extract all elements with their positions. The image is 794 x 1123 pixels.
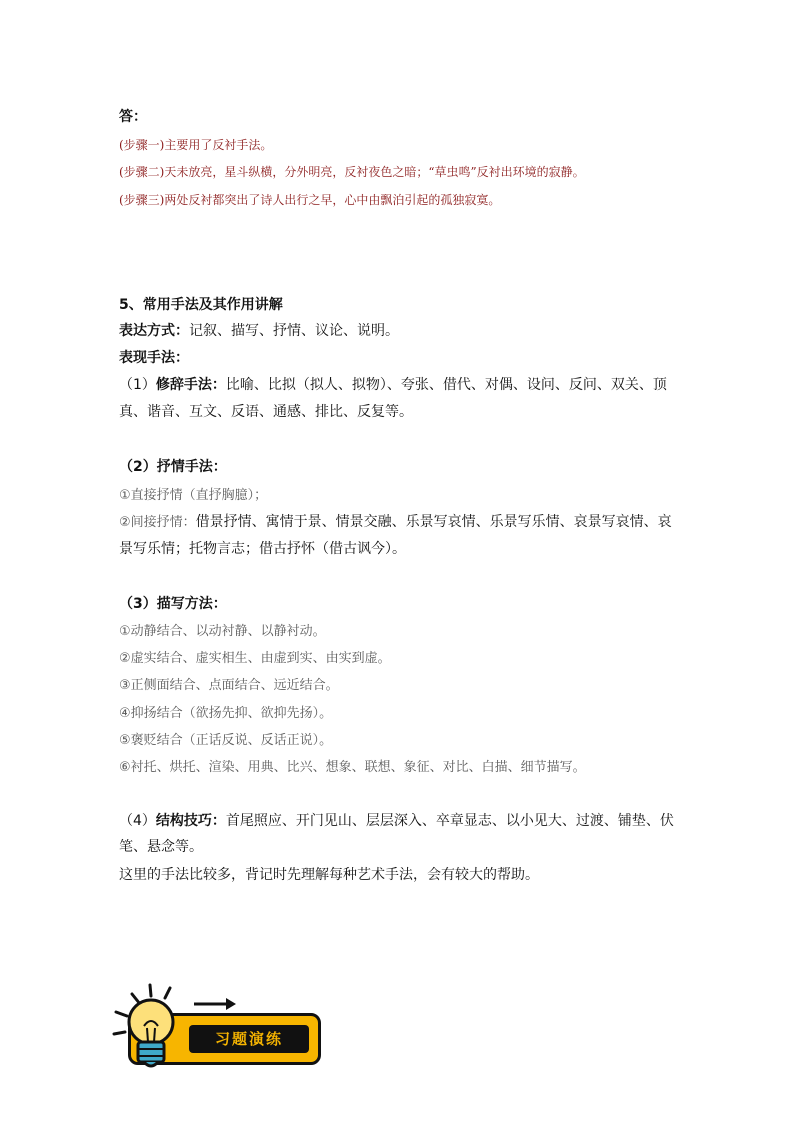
lyric-item-2-line-2: 景写乐情；托物言志；借古抒怀（借古讽今）。	[119, 541, 406, 557]
structure-line-1	[119, 810, 674, 830]
rhetoric-prefix: （1）	[119, 377, 156, 393]
lightbulb-icon	[110, 982, 245, 1077]
describe-item-6: ⑥衬托、烘托、渲染、用典、比兴、想象、联想、象征、对比、白描、细节描写。	[119, 760, 586, 775]
structure-text-1: 首尾照应、开门见山、层层深入、卒章显志、以小见大、过渡、铺垫、伏	[225, 813, 674, 829]
describe-item-1: ①动静结合、以动衬静、以静衬动。	[119, 624, 326, 639]
lyric-item-1: ①直接抒情（直抒胸臆）；	[119, 488, 268, 503]
rhetoric-text-1: 比喻、比拟（拟人、拟物）、夸张、借代、对偶、设问、反问、双关、顶	[225, 377, 667, 393]
describe-item-4: ④抑扬结合（欲扬先抑、欲抑先扬）。	[119, 706, 333, 721]
rhetoric-line-1	[119, 374, 667, 394]
structure-prefix: （4）	[119, 813, 156, 829]
structure-label: 结构技巧：	[155, 813, 226, 829]
lyric-item-2-text-1: 借景抒情、寓情于景、情景交融、乐景写哀情、乐景写乐情、哀景写哀情、哀	[195, 514, 672, 530]
answer-label: 答：	[119, 109, 147, 125]
lyric-item-2-prefix: ②间接抒情：	[119, 515, 196, 530]
expression-label: 表达方式：	[119, 323, 189, 339]
tip-text: 这里的手法比较多，背记时先理解每种艺术手法，会有较大的帮助。	[119, 867, 539, 883]
describe-item-3: ③正侧面结合、点面结合、远近结合。	[119, 678, 339, 693]
describe-item-2: ②虚实结合、虚实相生、由虚到实、由实到虚。	[119, 651, 391, 666]
lyric-item-2-line-1	[119, 511, 672, 531]
answer-step-3: (步骤三)两处反衬都突出了诗人出行之早，心中由飘泊引起的孤独寂寞。	[119, 193, 501, 207]
answer-step-2: (步骤二)天未放亮，星斗纵横，分外明亮，反衬夜色之暗；“草虫鸣”反衬出环境的寂静。	[119, 165, 585, 179]
structure-line-2: 笔、悬念等。	[119, 839, 203, 855]
answer-step-1: (步骤一)主要用了反衬手法。	[119, 138, 273, 152]
section-title: 5、常用手法及其作用讲解	[119, 297, 283, 313]
lyric-title: （2）抒情手法：	[119, 459, 227, 475]
expression-line	[119, 320, 399, 340]
describe-title: （3）描写方法：	[119, 596, 227, 612]
performance-label: 表现手法：	[119, 350, 189, 366]
practice-badge-label: 习题演练	[189, 1025, 309, 1053]
rhetoric-line-2: 真、谐音、互文、反语、通感、排比、反复等。	[119, 404, 413, 420]
describe-item-5: ⑤褒贬结合（正话反说、反话正说）。	[119, 733, 333, 748]
expression-text: 记叙、描写、抒情、议论、说明。	[189, 323, 399, 339]
rhetoric-label: 修辞手法：	[155, 377, 226, 393]
